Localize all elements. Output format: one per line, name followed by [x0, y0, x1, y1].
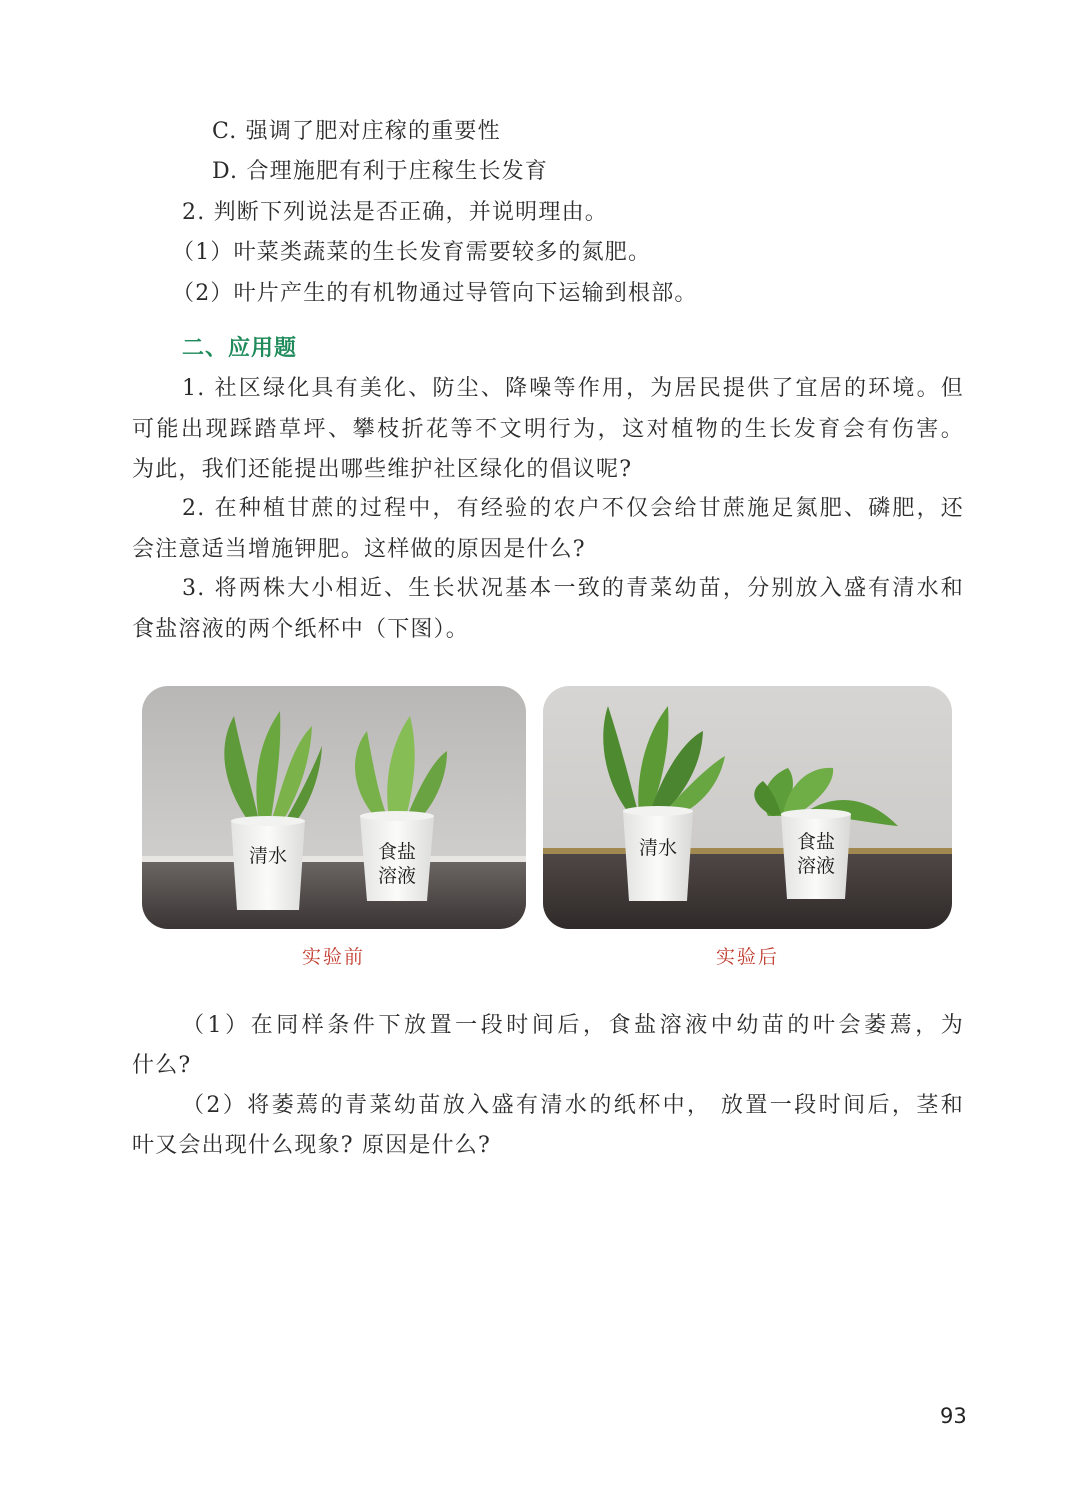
right-cup-label-salt-2: 溶液 [796, 855, 836, 877]
q3-line-1: 3. 将两株大小相近、生长状况基本一致的青菜幼苗，分别放入盛有清水和 [182, 576, 964, 601]
option-c: C. 强调了肥对庄稼的重要性 [212, 119, 501, 144]
section-heading: 二、应用题 [182, 336, 298, 361]
sub1-line-2: 什么? [132, 1053, 192, 1078]
judge-statement-2: （2）叶片产生的有机物通过导管向下运输到根部。 [172, 281, 698, 306]
sub2-line-1: （2）将萎蔫的青菜幼苗放入盛有清水的纸杯中， 放置一段时间后，茎和 [182, 1093, 964, 1118]
judge-statement-1: （1）叶菜类蔬菜的生长发育需要较多的氮肥。 [172, 240, 652, 265]
sub1-line-1: （1）在同样条件下放置一段时间后，食盐溶液中幼苗的叶会萎蔫，为 [182, 1013, 964, 1038]
q1-line-3: 为此，我们还能提出哪些维护社区绿化的倡议呢? [132, 457, 633, 482]
sub2-line-2: 叶又会出现什么现象? 原因是什么? [132, 1133, 491, 1158]
left-cup-label-water: 清水 [248, 845, 288, 867]
right-cup-label-water: 清水 [638, 837, 678, 859]
left-cup-label-salt-2: 溶液 [377, 865, 417, 887]
q3-line-2: 食盐溶液的两个纸杯中（下图）。 [132, 617, 470, 642]
caption-before: 实验前 [302, 946, 366, 968]
photo-before-experiment [142, 686, 526, 929]
judge-question: 2. 判断下列说法是否正确，并说明理由。 [182, 200, 608, 225]
option-d: D. 合理施肥有利于庄稼生长发育 [212, 159, 549, 184]
page-number: 93 [940, 1404, 967, 1428]
q2-line-2: 会注意适当增施钾肥。这样做的原因是什么? [132, 537, 586, 562]
photo-after-experiment [543, 686, 952, 929]
q1-line-2: 可能出现踩踏草坪、攀枝折花等不文明行为，这对植物的生长发育会有伤害。 [132, 417, 964, 442]
left-cup-label-salt-1: 食盐 [377, 841, 417, 863]
q2-line-1: 2. 在种植甘蔗的过程中，有经验的农户不仅会给甘蔗施足氮肥、磷肥，还 [182, 496, 964, 521]
q1-line-1: 1. 社区绿化具有美化、防尘、降噪等作用，为居民提供了宜居的环境。但 [182, 376, 964, 401]
caption-after: 实验后 [716, 946, 780, 968]
right-cup-label-salt-1: 食盐 [796, 831, 836, 853]
